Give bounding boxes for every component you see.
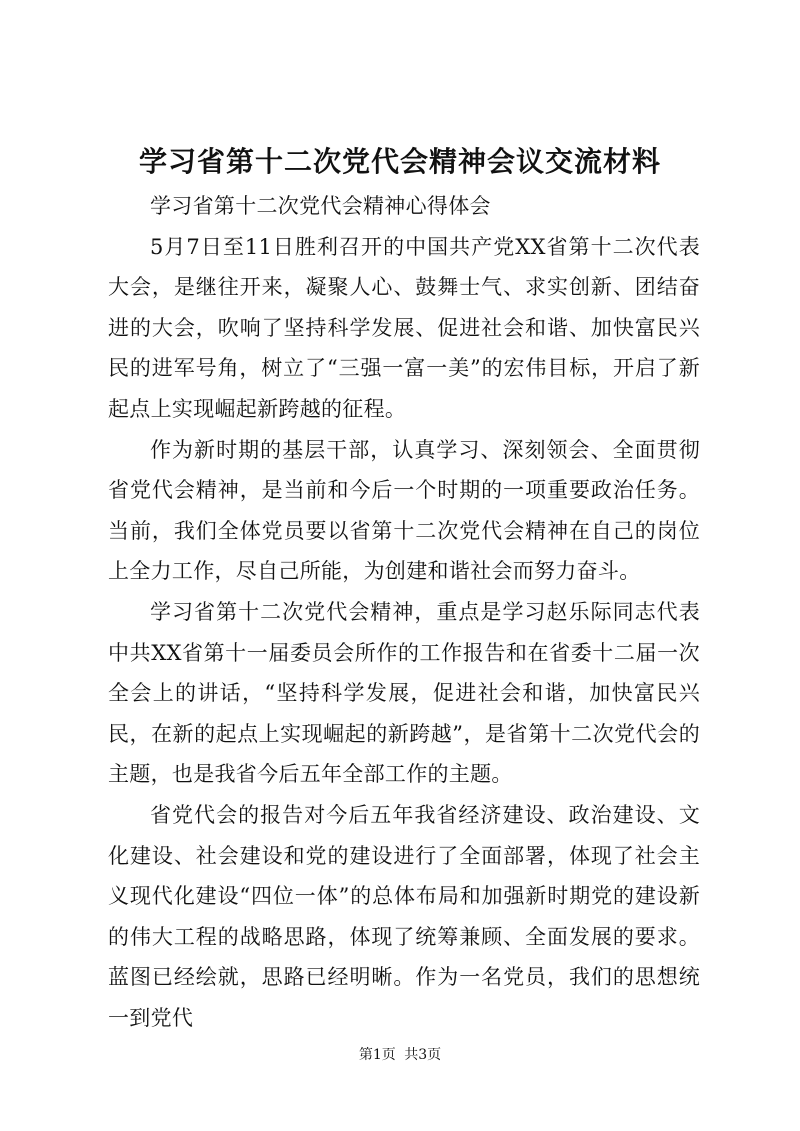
body-paragraph: 省党代会的报告对今后五年我省经济建设、政治建设、文化建设、社会建设和党的建设进行了全面部署，体现了社会主义现代化建设“四位一体”的总体布局和加强新时期党的建设新的伟大工程的战略思路，体现了统筹兼顾、全面发展的要求。蓝图已经绘就，思路已经明晰。作为一名党员，我们的思想统一到党代 [108,802,700,1030]
page-total: 共3页 [404,1047,442,1063]
page-number: 第1页 [358,1047,396,1063]
subtitle-paragraph: 学习省第十二次党代会精神心得体会 [150,194,491,218]
document-title: 学习省第十二次党代会精神会议交流材料 [138,145,661,178]
page-footer [0,1045,800,1065]
document-body [108,186,700,1038]
body-paragraph: 作为新时期的基层干部，认真学习、深刻领会、全面贯彻省党代会精神，是当前和今后一个时期的一项重要政治任务。当前，我们全体党员要以省第十二次党代会精神在自己的岗位上全力工作，尽自己所能，为创建和谐社会而努力奋斗。 [108,437,700,584]
body-paragraph: 5月7日至11日胜利召开的中国共产党XX省第十二次代表大会，是继往开来，凝聚人心、鼓舞士气、求实创新、团结奋进的大会，吹响了坚持科学发展、促进社会和谐、加快富民兴民的进军号角，树立了“三强一富一美”的宏伟目标，开启了新起点上实现崛起新跨越的征程。 [108,234,700,421]
body-paragraph: 学习省第十二次党代会精神，重点是学习赵乐际同志代表中共XX省第十一届委员会所作的工作报告和在省委十二届一次全会上的讲话，“坚持科学发展，促进社会和谐，加快富民兴民，在新的起点上实现崛起的新跨越”，是省第十二次党代会的主题，也是我省今后五年全部工作的主题。 [108,599,700,787]
